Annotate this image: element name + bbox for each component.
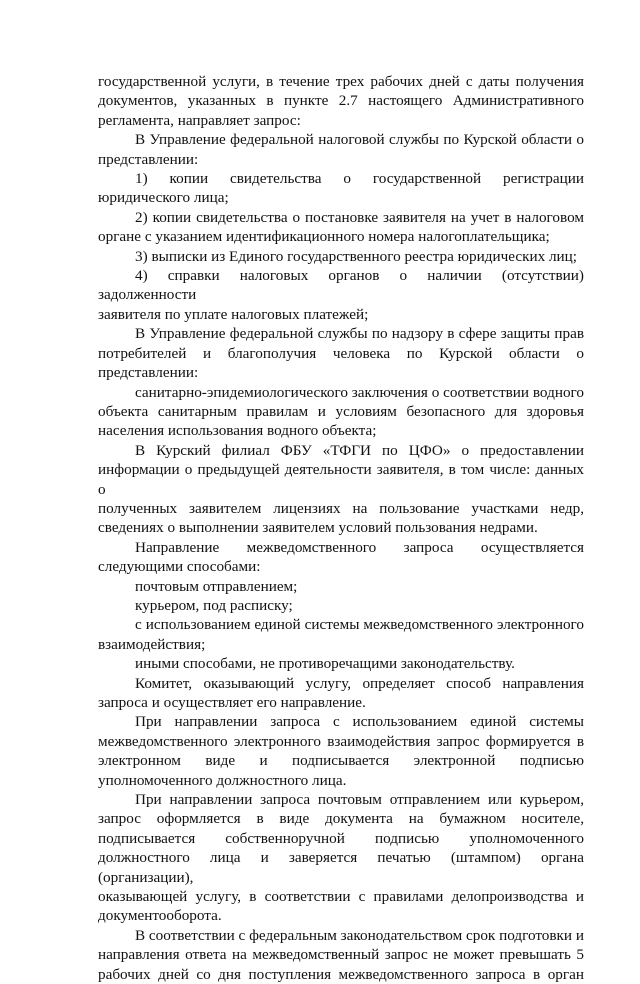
paragraph [98, 712, 584, 790]
text-line: В Курский филиал ФБУ «ТФГИ по ЦФО» о предоставлении [135, 441, 584, 459]
text-line: иными способами, не противоречащими законодательству. [135, 655, 515, 673]
text-line: представлении: [98, 150, 199, 168]
paragraph [98, 654, 584, 673]
text-line: При направлении запроса с использованием единой системы [135, 713, 584, 731]
paragraph [98, 324, 584, 382]
text-line: сведениях о выполнении заявителем условий пользования недрами. [98, 519, 538, 537]
text-line: юридического лица; [98, 189, 229, 207]
paragraph [98, 72, 584, 130]
paragraph [98, 383, 584, 441]
text-line: Направление межведомственного запроса осуществляется [135, 538, 584, 556]
paragraph [98, 266, 584, 324]
paragraph [98, 169, 584, 208]
text-line: населения использования водного объекта; [98, 422, 377, 440]
text-line: взаимодействия; [98, 635, 206, 653]
text-line: документооборота. [98, 907, 222, 925]
text-line: 1) копии свидетельства о государственной регистрации [135, 170, 584, 188]
text-line: В соответствии с федеральным законодательством срок подготовки и [135, 926, 584, 944]
text-line: органе с указанием идентификационного номера налогоплательщика; [98, 228, 550, 246]
text-line: потребителей и благополучия человека по Курской области о [98, 344, 584, 362]
paragraph [98, 596, 584, 615]
text-line: рабочих дней со дня поступления межведомственного запроса в орган [98, 965, 584, 983]
text-line: запроса и осуществляет его направление. [98, 694, 366, 711]
paragraph [98, 208, 584, 247]
text-line: информации о предыдущей деятельности заявителя, в том числе: данных о [98, 461, 584, 498]
text-line: курьером, под расписку; [135, 596, 293, 614]
text-line: объекта санитарным правилам и условиям безопасного для здоровья [98, 402, 584, 420]
text-line: электронном виде и подписывается электронной подписью [98, 752, 584, 770]
text-line: государственной услуги, в течение трех рабочих дней с даты получения [98, 73, 584, 90]
paragraph [98, 247, 584, 266]
text-line: почтовым отправлением; [135, 577, 298, 595]
text-line: регламента, направляет запрос: [98, 111, 301, 129]
text-line: запрос оформляется в виде документа на бумажном носителе, [98, 810, 584, 828]
text-line: 3) выписки из Единого государственного реестра юридических лиц; [135, 247, 578, 265]
paragraph [98, 130, 584, 169]
text-line: санитарно-эпидемиологического заключения о соответствии водного [135, 383, 584, 401]
text-line: полученных заявителем лицензиях на пользование участками недр, [98, 499, 584, 517]
text-line: межведомственного электронного взаимодействия запрос формируется в [98, 732, 584, 750]
text-line: направления ответа на межведомственный запрос не может превышать 5 [98, 946, 584, 964]
text-line: следующими способами: [98, 558, 261, 576]
paragraph [98, 926, 584, 984]
paragraph [98, 441, 584, 538]
paragraph [98, 538, 584, 577]
text-line: представлении: [98, 364, 199, 382]
text-line: должностного лица и заверяется печатью (штампом) органа (организации), [98, 849, 584, 886]
paragraph [98, 577, 584, 596]
text-line: Комитет, оказывающий услугу, определяет способ направления [135, 674, 584, 692]
text-line: уполномоченного должностного лица. [98, 771, 347, 789]
text-line: заявителя по уплате налоговых платежей; [98, 305, 369, 323]
text-line: 4) справки налоговых органов о наличии (отсутствии) задолженности [98, 267, 584, 304]
text-line: документов, указанных в пункте 2.7 настоящего Административного [98, 92, 584, 110]
text-line: с использованием единой системы межведомственного электронного [135, 616, 584, 634]
text-line: В Управление федеральной службы по надзору в сфере защиты прав [135, 325, 584, 343]
text-line: При направлении запроса почтовым отправлением или курьером, [135, 791, 584, 809]
paragraph [98, 674, 584, 713]
text-line: оказывающей услугу, в соответствии с правилами делопроизводства и [98, 888, 584, 906]
document-page [98, 72, 584, 984]
text-line: В Управление федеральной налоговой службы по Курской области о [135, 131, 584, 149]
text-line: 2) копии свидетельства о постановке заявителя на учет в налоговом [135, 208, 584, 226]
text-line: подписывается собственноручной подписью уполномоченного [98, 829, 584, 847]
paragraph [98, 790, 584, 926]
paragraph [98, 615, 584, 654]
